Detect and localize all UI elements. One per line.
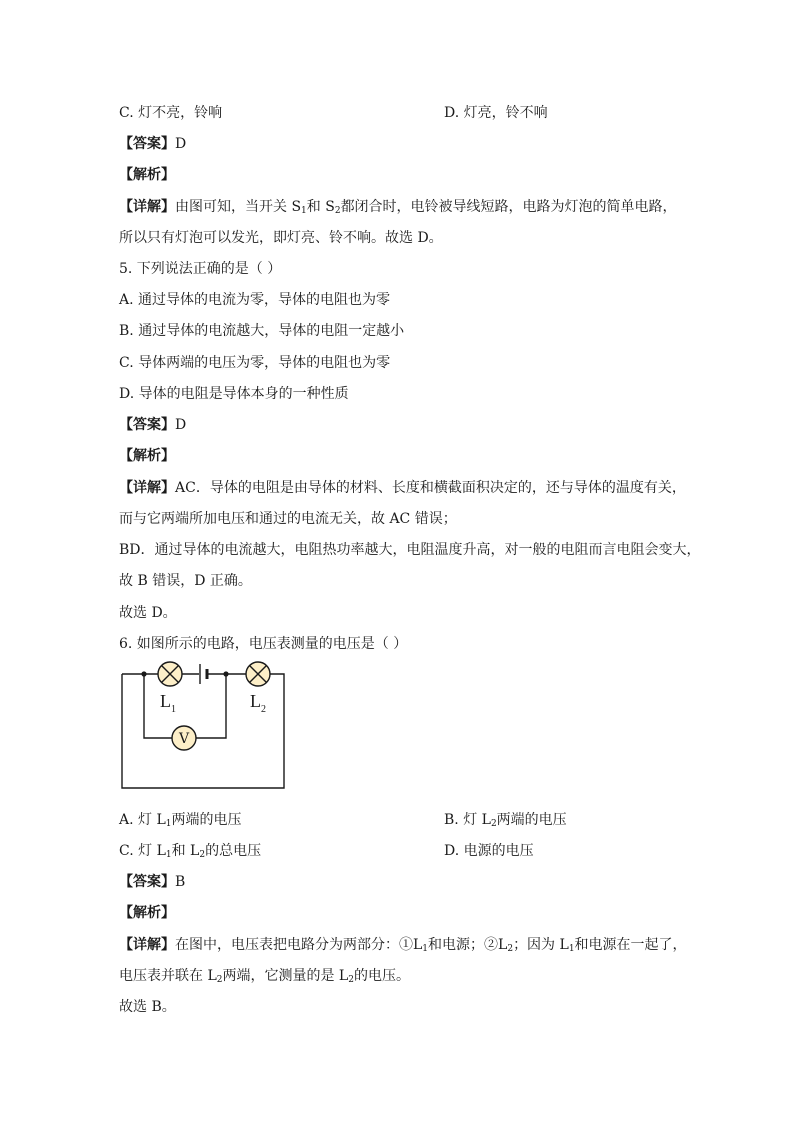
q6-detail-text: 电压表并联在 L: [119, 968, 217, 984]
q4-detail-text: 由图可知，当开关 S: [175, 199, 302, 215]
q6-option-c: [119, 842, 261, 860]
lamp-l2-sub: 2: [261, 704, 266, 715]
voltmeter-label: V: [178, 731, 190, 747]
subscript: 2: [334, 206, 341, 216]
lamp-l1-label: L: [160, 691, 171, 711]
subscript: 2: [490, 819, 497, 829]
q6-option-b: [444, 811, 567, 829]
q4-detail-text: 和 S: [306, 199, 335, 215]
q5-stem: 5. 下列说法正确的是（ ）: [119, 261, 282, 277]
option-text: B. 灯 L: [444, 812, 491, 828]
q6-conclusion: 故选 B。: [119, 999, 176, 1015]
q5-answer: [119, 416, 186, 434]
option-text: C. 灯 L: [119, 843, 166, 859]
q5-option-b: B. 通过导体的电流越大，导体的电阻一定越小: [119, 323, 405, 339]
answer-tag: 【答案】: [119, 417, 175, 433]
answer-value: B: [175, 874, 186, 890]
option-text: 两端的电压: [496, 812, 567, 828]
subscript: 2: [199, 850, 206, 860]
q4-option-d: D. 灯亮，铃不响: [444, 105, 548, 121]
q4-detail-line-1: [119, 198, 677, 216]
q4-detail-line-2: 所以只有灯泡可以发光，即灯亮、铃不响。故选 D。: [119, 230, 443, 246]
q5-detail-line-2: 而与它两端所加电压和通过的电流无关，故 AC 错误；: [119, 511, 457, 527]
q6-detail-text: 的电压。: [353, 968, 410, 984]
detail-tag: 【详解】: [119, 480, 175, 496]
q4-answer: [119, 135, 186, 153]
q6-answer: [119, 873, 185, 891]
q5-conclusion: 故选 D。: [119, 605, 177, 621]
junction-dot-left: [141, 671, 146, 676]
answer-value: D: [175, 136, 187, 152]
subscript: 2: [348, 975, 354, 985]
detail-tag: 【详解】: [119, 937, 175, 953]
answer-value: D: [175, 417, 187, 433]
q4-option-c: C. 灯不亮，铃响: [119, 105, 223, 121]
q5-detail-line-3: BD．通过导体的电流越大，电阻热功率越大，电阻温度升高，对一般的电阻而言电阻会变大，: [119, 542, 701, 558]
q6-detail-line-2: [119, 967, 410, 985]
subscript: 2: [507, 944, 514, 954]
lamp-l2-icon: [246, 662, 270, 686]
q5-detail-line-4: 故 B 错误，D 正确。: [119, 573, 252, 589]
q5-analysis-tag: 【解析】: [119, 448, 175, 464]
q5-option-d: D. 导体的电阻是导体本身的一种性质: [119, 386, 349, 402]
q4-analysis-tag: 【解析】: [119, 167, 175, 183]
lamp-l2-label: L: [250, 691, 261, 711]
answer-tag: 【答案】: [119, 874, 175, 890]
q6-detail-text: ；因为 L: [513, 937, 569, 953]
subscript: 1: [568, 944, 575, 954]
q5-option-c: C. 导体两端的电压为零，导体的电阻也为零: [119, 355, 391, 371]
lamp-l1-sub: 1: [171, 704, 176, 715]
option-text: A. 灯 L: [119, 812, 166, 828]
q6-detail-text: 两端，它测量的是 L: [222, 968, 349, 984]
lamp-l1-icon: [158, 662, 182, 686]
q6-detail-text: 在图中，电压表把电路分为两部分：①L: [175, 937, 423, 953]
subscript: 1: [301, 206, 307, 216]
q6-stem: 6. 如图所示的电路，电压表测量的电压是（ ）: [119, 636, 408, 652]
option-text: 和 L: [171, 843, 200, 859]
q6-detail-text: 和电源；②L: [428, 937, 508, 953]
q6-analysis-tag: 【解析】: [119, 905, 175, 921]
detail-tag: 【详解】: [119, 199, 175, 215]
option-text: 两端的电压: [171, 812, 242, 828]
subscript: 1: [165, 850, 172, 860]
q6-detail-line-1: [119, 936, 687, 954]
subscript: 2: [216, 975, 223, 985]
junction-dot-right: [223, 671, 228, 676]
q4-detail-text: 都闭合时，电铃被导线短路，电路为灯泡的简单电路，: [340, 199, 677, 215]
option-text: 的总电压: [205, 843, 262, 859]
q6-option-d: D. 电源的电压: [444, 843, 534, 859]
q6-detail-text: 和电源在一起了，: [574, 937, 687, 953]
q5-option-a: A. 通过导体的电流为零，导体的电阻也为零: [119, 292, 391, 308]
q5-detail-line-1: [119, 479, 686, 497]
circuit-diagram: [112, 650, 292, 795]
subscript: 1: [422, 944, 429, 954]
q6-option-a: [119, 811, 242, 829]
q5-detail-text: AC．导体的电阻是由导体的材料、长度和横截面积决定的，还与导体的温度有关，: [175, 480, 686, 496]
subscript: 1: [165, 819, 172, 829]
answer-tag: 【答案】: [119, 136, 175, 152]
